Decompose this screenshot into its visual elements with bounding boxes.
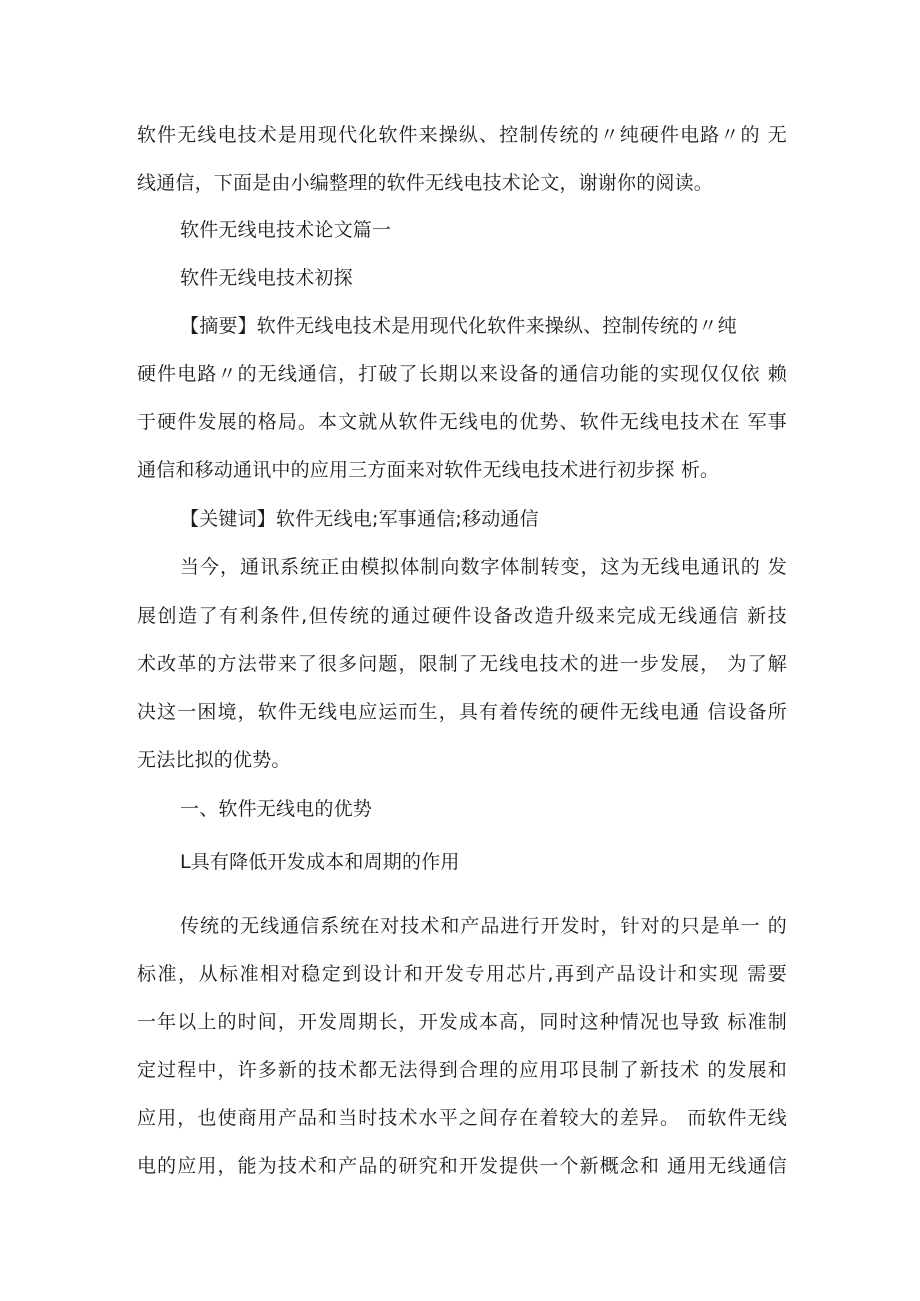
abstract-line: 于硬件发展的格局。本文就从软件无线电的优势、软件无线电技术在 军事 [137,411,787,433]
section-title: 软件无线电技术论文篇一 [180,219,392,241]
intro-line: 软件无线电技术是用现代化软件来操纵、控制传统的〃纯硬件电路〃的 无 [137,124,787,146]
paragraph-line: 传统的无线通信系统在对技术和产品进行开发时，针对的只是单一 的 [180,915,787,937]
paragraph-line: 标准，从标准相对稳定到设计和开发专用芯片,再到产品设计和实现 需要 [137,963,787,985]
paragraph-line: 一年以上的时间，开发周期长，开发成本高，同时这种情况也导致 标准制 [137,1011,787,1033]
paragraph-line: 应用，也使商用产品和当时技术水平之间存在着较大的差异。 而软件无线 [137,1107,787,1129]
keywords: 【关键词】软件无线电;军事通信;移动通信 [180,508,539,530]
paragraph-line: 电的应用，能为技术和产品的研究和开发提供一个新概念和 通用无线通信 [137,1155,787,1177]
article-title: 软件无线电技术初探 [180,267,353,289]
abstract-line: 硬件电路〃的无线通信，打破了长期以来设备的通信功能的实现仅仅依 赖 [137,363,787,385]
paragraph-line: 术改革的方法带来了很多问题，限制了无线电技术的进一步发展， 为了解 [137,653,787,675]
paragraph-line: 定过程中，许多新的技术都无法得到合理的应用邛艮制了新技术 的发展和 [137,1059,787,1081]
intro-line: 线通信，下面是由小编整理的软件无线电技术论文，谢谢你的阅读。 [137,172,714,194]
paragraph-line: 决这一困境，软件无线电应运而生，具有着传统的硬件无线电通 信设备所 [137,701,787,723]
paragraph-line: 无法比拟的优势。 [137,749,291,771]
abstract-line: 【摘要】软件无线电技术是用现代化软件来操纵、控制传统的〃纯 [180,315,737,337]
subsection-heading: L具有降低开发成本和周期的作用 [180,851,460,873]
paragraph-line: 展创造了有利条件,但传统的通过硬件设备改造升级来完成无线通信 新技 [137,605,787,627]
section-heading: 一、软件无线电的优势 [180,798,373,820]
abstract-line: 通信和移动通讯中的应用三方面来对软件无线电技术进行初步探 析。 [137,459,720,481]
paragraph-line: 当今，通讯系统正由模拟体制向数字体制转变，这为无线电通讯的 发 [180,556,787,578]
